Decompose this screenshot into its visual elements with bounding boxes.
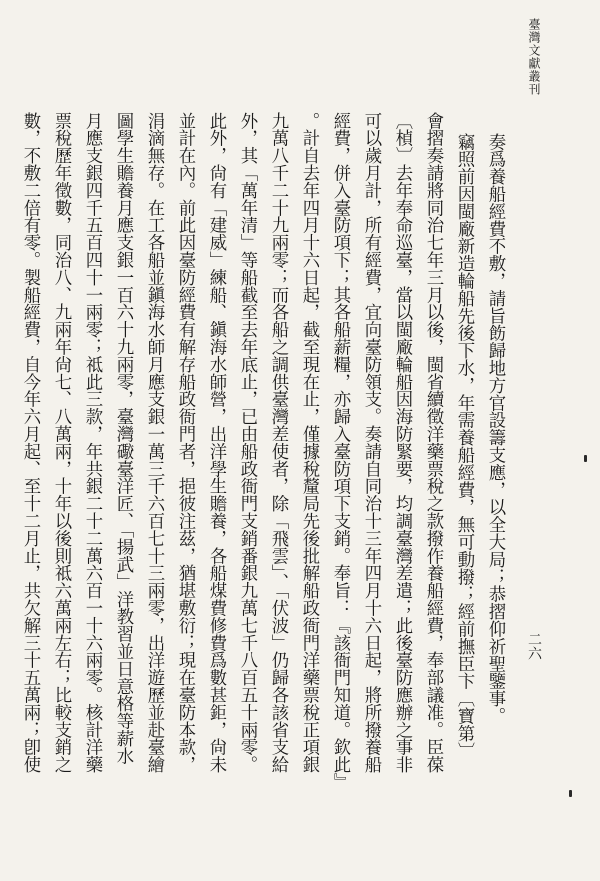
text-column: 。計自去年四月十六日起，截至現在止，僅據稅釐局先後批解船政衙門洋藥票稅正項銀 [299, 112, 319, 774]
text-column: 並計在內。前此因臺防經費有解存船政衙門者，挹彼注茲，猶堪敷衍；現在臺防本款， [175, 112, 195, 774]
page-number: 二六 [526, 632, 542, 660]
text-column: 圖學生贍養月應支銀一百六十九兩零，臺灣礮臺洋匠、「揚武」洋教習並日意格等薪水 [113, 112, 133, 765]
text-column: 奏爲養船經費不敷，請旨飭歸地方官設籌支應，以全大局；恭摺仰祈聖鑒事。 [485, 133, 505, 725]
text-column: 外，其「萬年清」等船截至去年底止，已由船政衙門支銷番銀九萬七千八百五十兩零。 [237, 112, 257, 774]
text-column: 月應支銀四千五百四十一兩零；祗此三款，年共銀二十二萬六百一十六兩零。核計洋藥 [82, 112, 102, 774]
text-column: 涓滴無存。在工各船並鎭海水師月應支銀一萬三千六百七十三兩零，出洋遊歷並赴臺繪 [144, 112, 164, 774]
text-column: 會摺奏請將同治七年三月以後，閩省續徵洋藥票稅之款撥作養船經費，奉部議准。臣葆 [423, 112, 443, 774]
text-column: 票稅歷年徵數，同治八、九兩年尙七、八萬兩，十年以後則祗六萬兩左右；比較支銷之 [51, 112, 71, 774]
text-column: 〔楨〕去年奉命巡臺，當以閩廠輪船因海防緊要，均調臺灣差遣；此後臺防應辦之事非 [392, 112, 412, 774]
text-column: 數，不敷二倍有零。製船經費，自今年六月起、至十二月止，共欠解三十五萬兩；卽使 [20, 112, 40, 774]
text-column: 經費，併入臺防項下；其各船薪糧，亦歸入臺防項下支銷。奉旨：『該衙門知道。欽此』 [330, 112, 350, 791]
text-column: 此外，尙有「建威」練船、鎭海水師營，出洋學生贍養，各船煤費修費爲數甚鉅，尙未 [206, 112, 226, 774]
text-column: 竊照前因閩廠新造輪船先後下水，年需養船經費，無可動撥；經前撫臣卞〔寶第〕 [454, 133, 474, 760]
body-text [16, 112, 508, 852]
text-column: 可以歲月計，所有經費，宜向臺防領支。奏請自同治十三年四月十六日起，將所撥養船 [361, 112, 381, 774]
running-head: 臺灣文獻叢刊 [527, 18, 541, 96]
text-column: 九萬八千二十九兩零；而各船之調供臺灣差使者，除「飛雲」、「伏波」仍歸各該省支給 [268, 112, 288, 774]
ink-mark [569, 790, 572, 797]
ink-mark [584, 455, 587, 462]
